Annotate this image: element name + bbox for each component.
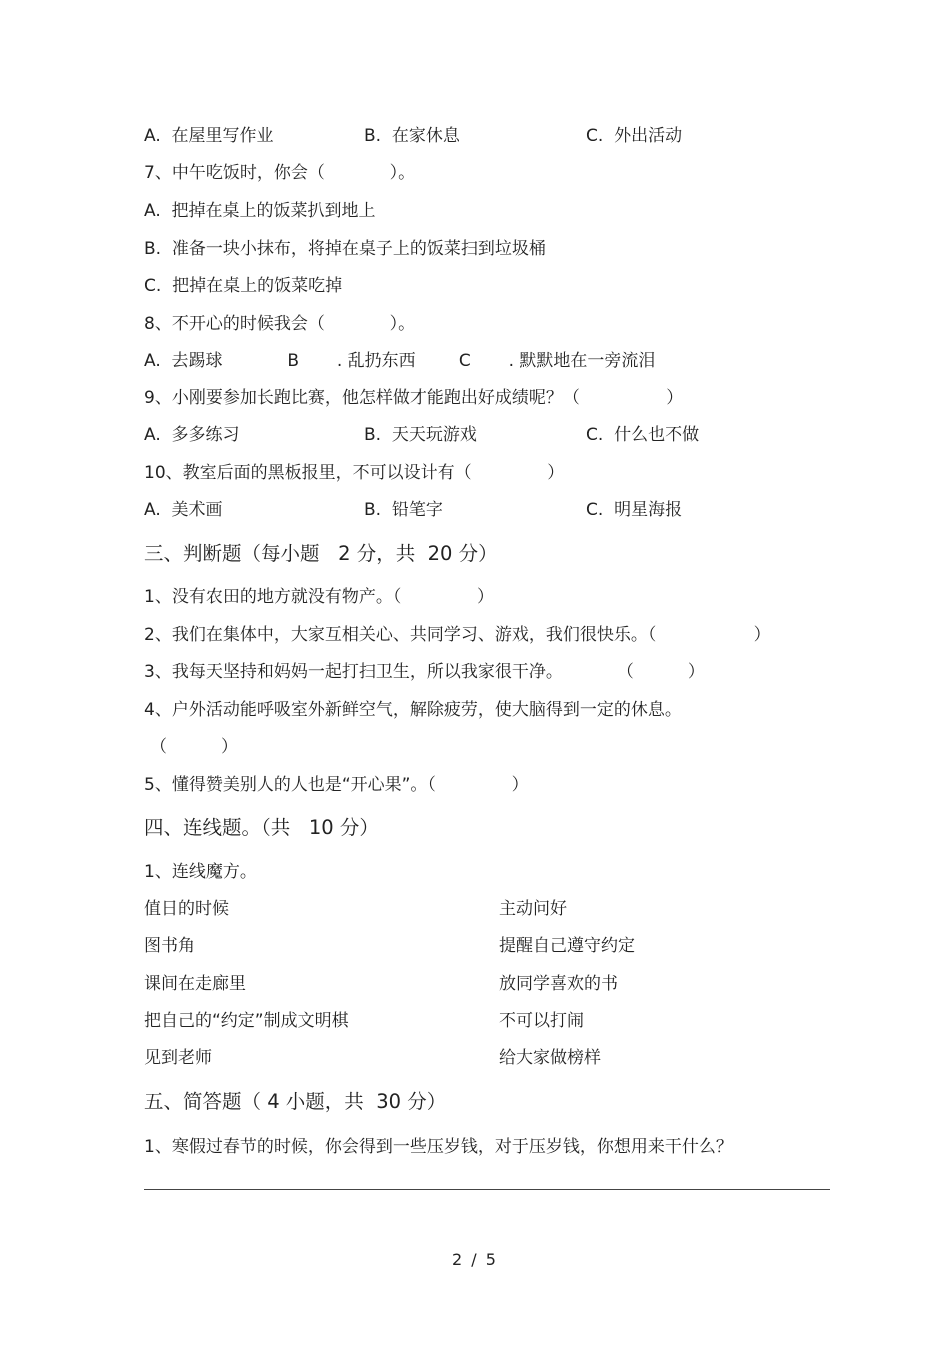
q9-question: 9、小刚要参加长跑比赛，他怎样做才能跑出好成绩呢？（ ） bbox=[144, 388, 684, 408]
q7-option-b: B. 准备一块小抹布，将掉在桌子上的饭菜扫到垃圾桶 bbox=[144, 239, 546, 259]
section3-title: 三、判断题（每小题 2 分，共 20 分） bbox=[144, 542, 498, 565]
q9-option-a: A. 多多练习 bbox=[144, 425, 240, 445]
match-right-item: 提醒自己遵守约定 bbox=[499, 936, 635, 956]
section3-item: 2、我们在集体中，大家互相关心、共同学习、游戏，我们很快乐。（ ） bbox=[144, 625, 771, 645]
q7-question: 7、中午吃饭时，你会（ ）。 bbox=[144, 163, 416, 183]
q9-option-c: C. 什么也不做 bbox=[586, 425, 700, 445]
section3-item-answer: （ ） bbox=[150, 737, 239, 757]
section4-title: 四、连线题。（共 10 分） bbox=[144, 816, 379, 839]
q10-option-c: C. 明星海报 bbox=[586, 500, 683, 520]
match-left-item: 见到老师 bbox=[144, 1048, 212, 1068]
match-left-item: 值日的时候 bbox=[144, 899, 229, 919]
section4-subtitle: 1、连线魔方。 bbox=[144, 862, 257, 882]
section5-title: 五、简答题（ 4 小题，共 30 分） bbox=[144, 1090, 447, 1113]
q8-question: 8、不开心的时候我会（ ）。 bbox=[144, 314, 416, 334]
q7-option-a: A. 把掉在桌上的饭菜扒到地上 bbox=[144, 201, 376, 221]
match-left-item: 图书角 bbox=[144, 936, 195, 956]
q10-option-b: B. 铅笔字 bbox=[364, 500, 443, 520]
match-left-item: 课间在走廊里 bbox=[144, 974, 246, 994]
match-right-item: 给大家做榜样 bbox=[499, 1048, 601, 1068]
q6-option-b: B. 在家休息 bbox=[364, 126, 460, 146]
q10-question: 10、教室后面的黑板报里，不可以设计有（ ） bbox=[144, 463, 565, 483]
page-number: 2 / 5 bbox=[452, 1250, 498, 1269]
section3-item: 3、我每天坚持和妈妈一起打扫卫生，所以我家很干净。 （ ） bbox=[144, 662, 705, 682]
section3-item: 4、户外活动能呼吸室外新鲜空气，解除疲劳，使大脑得到一定的休息。 bbox=[144, 700, 682, 720]
q8-options: A. 去踢球 B . 乱扔东西 C . 默默地在一旁流泪 bbox=[144, 351, 656, 371]
q6-option-c: C. 外出活动 bbox=[586, 126, 683, 146]
q7-option-c: C. 把掉在桌上的饭菜吃掉 bbox=[144, 276, 343, 296]
section5-question-1: 1、寒假过春节的时候，你会得到一些压岁钱，对于压岁钱，你想用来干什么？ bbox=[144, 1137, 733, 1157]
section3-item: 1、没有农田的地方就没有物产。（ ） bbox=[144, 587, 494, 607]
section3-item: 5、懂得赞美别人的人也是“开心果”。（ ） bbox=[144, 775, 529, 795]
q6-option-a: A. 在屋里写作业 bbox=[144, 126, 274, 146]
match-left-item: 把自己的“约定”制成文明棋 bbox=[144, 1011, 349, 1031]
match-right-item: 不可以打闹 bbox=[499, 1011, 584, 1031]
answer-line[interactable] bbox=[144, 1189, 830, 1190]
q9-option-b: B. 天天玩游戏 bbox=[364, 425, 477, 445]
match-right-item: 主动问好 bbox=[499, 899, 567, 919]
q10-option-a: A. 美术画 bbox=[144, 500, 223, 520]
match-right-item: 放同学喜欢的书 bbox=[499, 974, 618, 994]
